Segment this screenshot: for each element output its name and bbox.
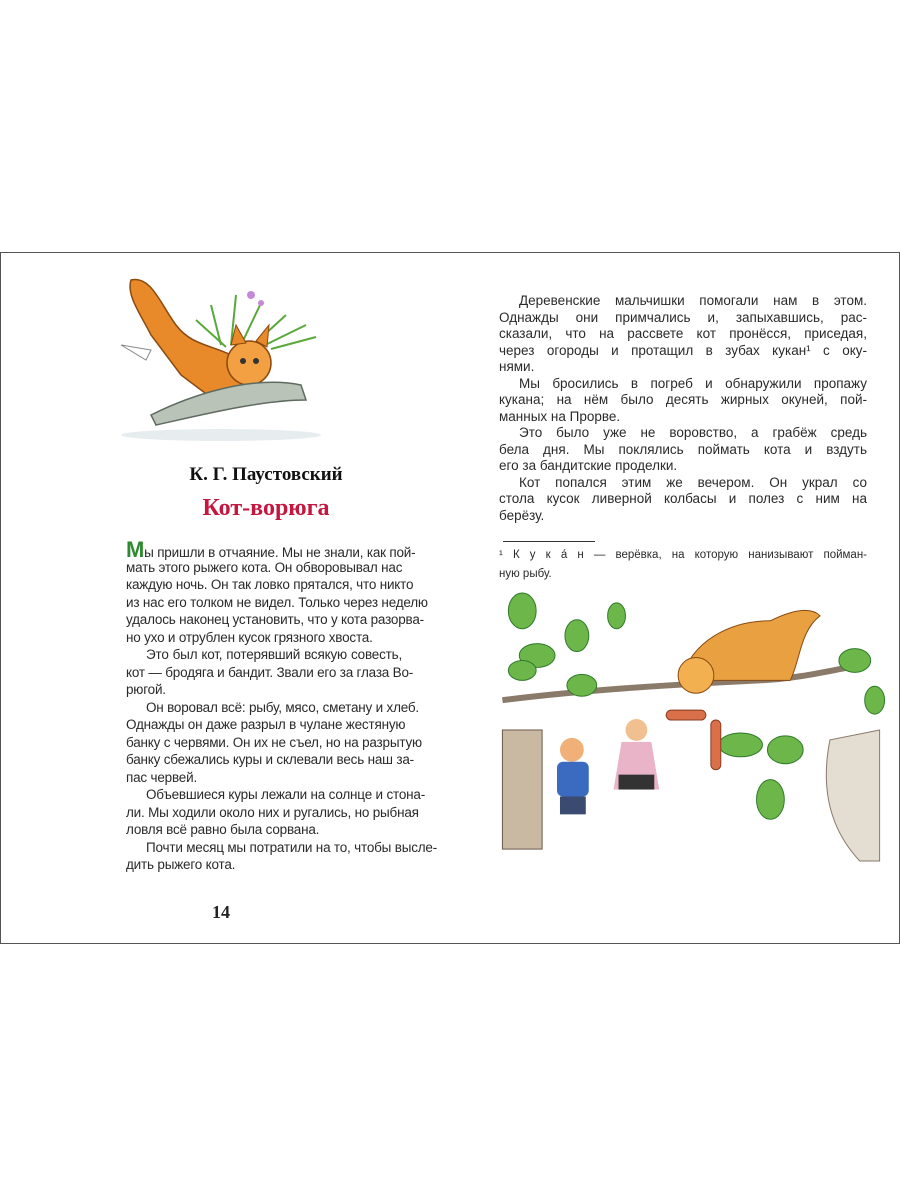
text-line: стола кусок ливерной колбасы и полез с ним на — [499, 491, 867, 506]
footnote-line: ¹ К у к а́ н — верёвка, на которую нанизывают пойман- — [499, 549, 867, 561]
left-page-text — [126, 537, 438, 874]
text-line: бела дня. Мы поклялись поймать кота и вздуть — [499, 441, 867, 457]
text-line: из нас его толком не видел. Только через неделю — [126, 594, 428, 610]
right-page-text — [499, 293, 867, 524]
text-line: Деревенские мальчишки помогали нам в этом. — [519, 293, 867, 308]
author-name: К. Г. Паустовский — [189, 464, 343, 485]
text-line: Это был кот, потерявший всякую совесть, — [146, 647, 402, 662]
text-line: сказали, что на рассвете кот пронёсся, приседая, — [499, 326, 867, 341]
text-line: через огороды и протащил в зубах кукан¹ с оку- — [499, 342, 867, 358]
cat-with-fish-illustration — [101, 275, 341, 445]
drop-cap: М — [126, 537, 145, 562]
story-title: Кот-ворюга — [202, 495, 330, 521]
text-line: мать этого рыжего кота. Он обворовывал нас — [126, 559, 403, 575]
text-line: рюгой. — [126, 682, 166, 697]
left-page — [1, 253, 451, 943]
text-line: дить рыжего кота. — [126, 857, 236, 872]
text-line: Почти месяц мы потратили на то, чтобы высле- — [146, 839, 438, 855]
text-line: Объевшиеся куры лежали на солнце и стона- — [146, 787, 425, 802]
footnote-line: ную рыбу. — [499, 568, 552, 580]
text-line: удалось наконец установить, что у кота разорва- — [126, 612, 424, 627]
footnote — [499, 546, 867, 584]
text-line: банку сбежались куры и склевали весь наш за- — [126, 752, 414, 767]
text-line: берёзу. — [499, 507, 545, 523]
text-line: Мы бросились в погреб и обнаружили пропажу — [519, 375, 867, 391]
text-line: каждую ночь. Он так ловко прятался, что никто — [126, 577, 414, 592]
book-spread — [0, 252, 900, 944]
text-line: но ухо и отрублен кусок грязного хвоста. — [126, 629, 373, 645]
right-page — [451, 253, 899, 943]
text-line: банку с червями. Он их не съел, но на разрытую — [126, 734, 422, 750]
text-line: Это было уже не воровство, а грабёж средь — [519, 425, 867, 440]
text-line: кукана; на нём было десять жирных окуней, пой- — [499, 392, 867, 407]
page-number: 14 — [212, 902, 230, 922]
text-line: ли. Мы ходили около них и ругались, но рыбная — [126, 804, 419, 820]
text-line — [126, 537, 416, 562]
text-line: Однажды они примчались и, запыхавшись, рас- — [499, 309, 867, 325]
text-line: нями. — [499, 359, 535, 374]
text-line: кот — бродяга и бандит. Звали его за глаза Во- — [126, 664, 414, 680]
text-line: Кот попался этим же вечером. Он украл со — [519, 474, 867, 490]
text-line: его за бандитские проделки. — [499, 458, 678, 473]
text-line: Однажды он даже разрыл в чулане жестяную — [126, 717, 406, 732]
text-line: Он воровал всё: рыбу, мясо, сметану и хлеб. — [146, 699, 419, 715]
text-line: пас червей. — [126, 769, 197, 785]
text-line: манных на Прорве. — [499, 408, 621, 424]
text-line-content: ы пришли в отчаяние. Мы не знали, как пой- — [144, 545, 416, 560]
text-line: ловля всё равно была сорвана. — [126, 822, 320, 837]
footnote-divider — [503, 541, 595, 542]
cat-on-birch-illustration — [501, 591, 881, 861]
